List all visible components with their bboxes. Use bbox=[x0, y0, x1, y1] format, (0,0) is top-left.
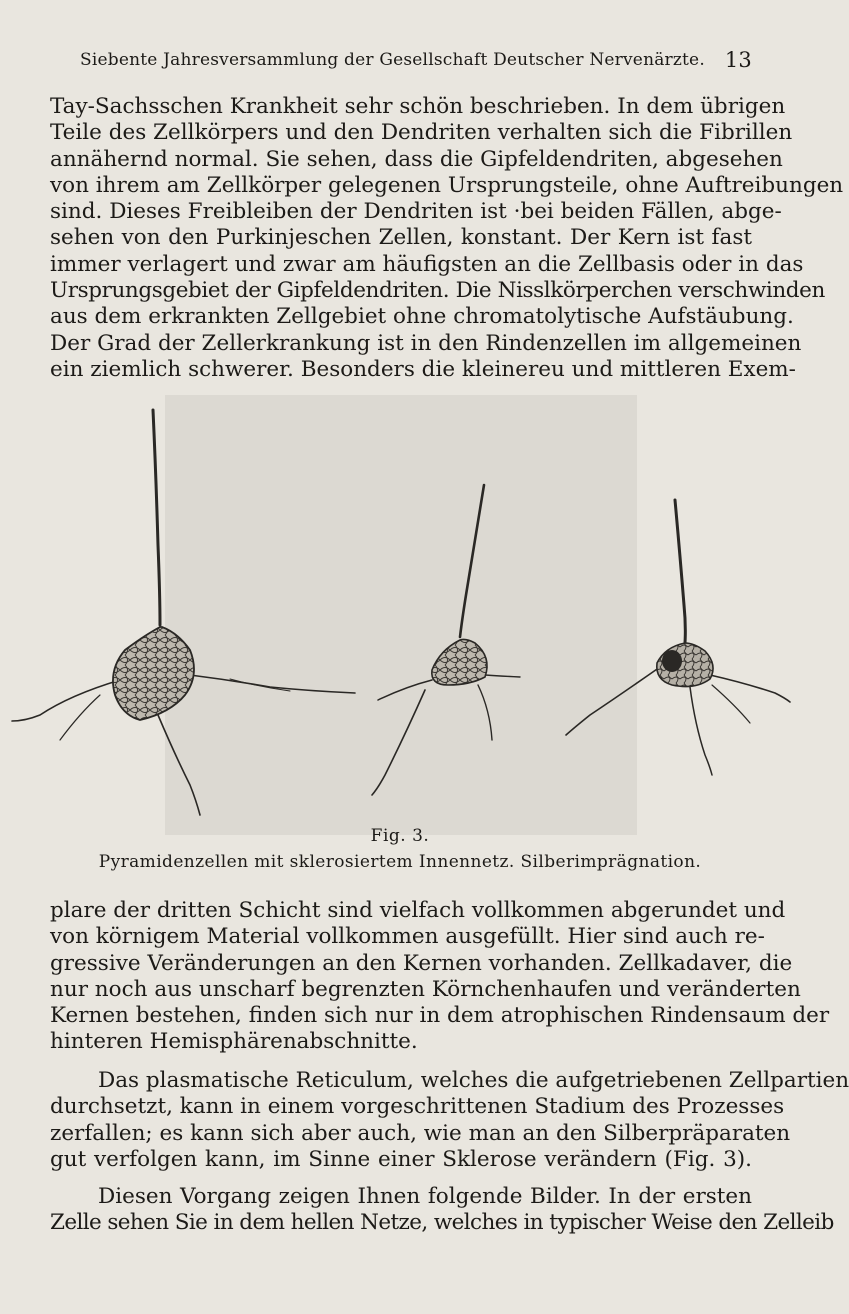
text-line: gut verfolgen kann, im Sinne einer Sklerose verändern (Fig. 3). bbox=[50, 1146, 752, 1172]
page-number: 13 bbox=[724, 48, 752, 72]
paragraph-4 bbox=[50, 1184, 834, 1237]
text-line: Diesen Vorgang zeigen Ihnen folgende Bilder. In der ersten bbox=[98, 1184, 752, 1209]
text-line: hinteren Hemisphärenabschnitte. bbox=[50, 1029, 418, 1055]
text-line: gressive Veränderungen an den Kernen vorhanden. Zellkadaver, die bbox=[50, 950, 793, 976]
text-line: immer verlagert und zwar am häufigsten an die Zellbasis oder in das bbox=[50, 251, 804, 277]
text-line: Der Grad der Zellerkrankung ist in den Rindenzellen im allgemeinen bbox=[50, 330, 802, 356]
text-line: Kernen bestehen, finden sich nur in dem atrophischen Rindensaum der bbox=[50, 1003, 830, 1029]
page-header bbox=[80, 48, 752, 74]
text-line: zerfallen; es kann sich aber auch, wie man an den Silberpräparaten bbox=[50, 1120, 791, 1146]
text-line: Tay-Sachsschen Krankheit sehr schön beschrieben. In dem übrigen bbox=[50, 94, 786, 119]
text-line: Das plasmatische Reticulum, welches die aufgetriebenen Zellpartien bbox=[98, 1068, 849, 1093]
text-line: von körnigem Material vollkommen ausgefüllt. Hier sind auch re- bbox=[50, 924, 765, 950]
text-line: Zelle sehen Sie in dem hellen Netze, welches in typischer Weise den Zelleib bbox=[50, 1210, 834, 1236]
text-line: plare der dritten Schicht sind vielfach vollkommen abgerundet und bbox=[50, 898, 786, 923]
neuron-3 bbox=[566, 500, 790, 775]
text-line: Ursprungsgebiet der Gipfeldendriten. Die Nisslkörperchen verschwinden bbox=[50, 278, 825, 304]
text-line: von ihrem am Zellkörper gelegenen Ursprungsteile, ohne Auftreibungen bbox=[50, 172, 844, 198]
paragraph-2 bbox=[50, 898, 830, 1056]
text-line: sind. Dieses Freibleiben der Dendriten ist ·bei beiden Fällen, abge- bbox=[50, 199, 782, 225]
text-line: Teile des Zellkörpers und den Dendriten verhalten sich die Fibrillen bbox=[50, 120, 793, 146]
neuron-2 bbox=[372, 485, 520, 795]
figure-caption: Pyramidenzellen mit sklerosiertem Innennetz. Silberimprägnation. bbox=[98, 852, 702, 872]
text-line: ein ziemlich schwerer. Besonders die kleinereu und mittleren Exem- bbox=[50, 356, 796, 382]
text-line: durchsetzt, kann in einem vorgeschrittenen Stadium des Prozesses bbox=[50, 1094, 785, 1120]
text-line: aus dem erkrankten Zellgebiet ohne chromatolytische Aufstäubung. bbox=[50, 304, 794, 330]
text-line: nur noch aus unscharf begrenzten Körnchenhaufen und veränderten bbox=[50, 976, 801, 1002]
figure-label: Fig. 3. bbox=[370, 826, 430, 846]
text-line: annähernd normal. Sie sehen, dass die Gipfeldendriten, abgesehen bbox=[50, 146, 783, 172]
neuron-1 bbox=[12, 410, 355, 815]
text-line: sehen von den Purkinjeschen Zellen, konstant. Der Kern ist fast bbox=[50, 225, 752, 251]
running-title: Siebente Jahresversammlung der Gesellschaft Deutscher Nervenärzte. bbox=[80, 50, 705, 70]
paragraph-1 bbox=[50, 94, 844, 383]
paragraph-3 bbox=[50, 1068, 849, 1173]
pyramidal-cells-illustration bbox=[0, 395, 800, 835]
